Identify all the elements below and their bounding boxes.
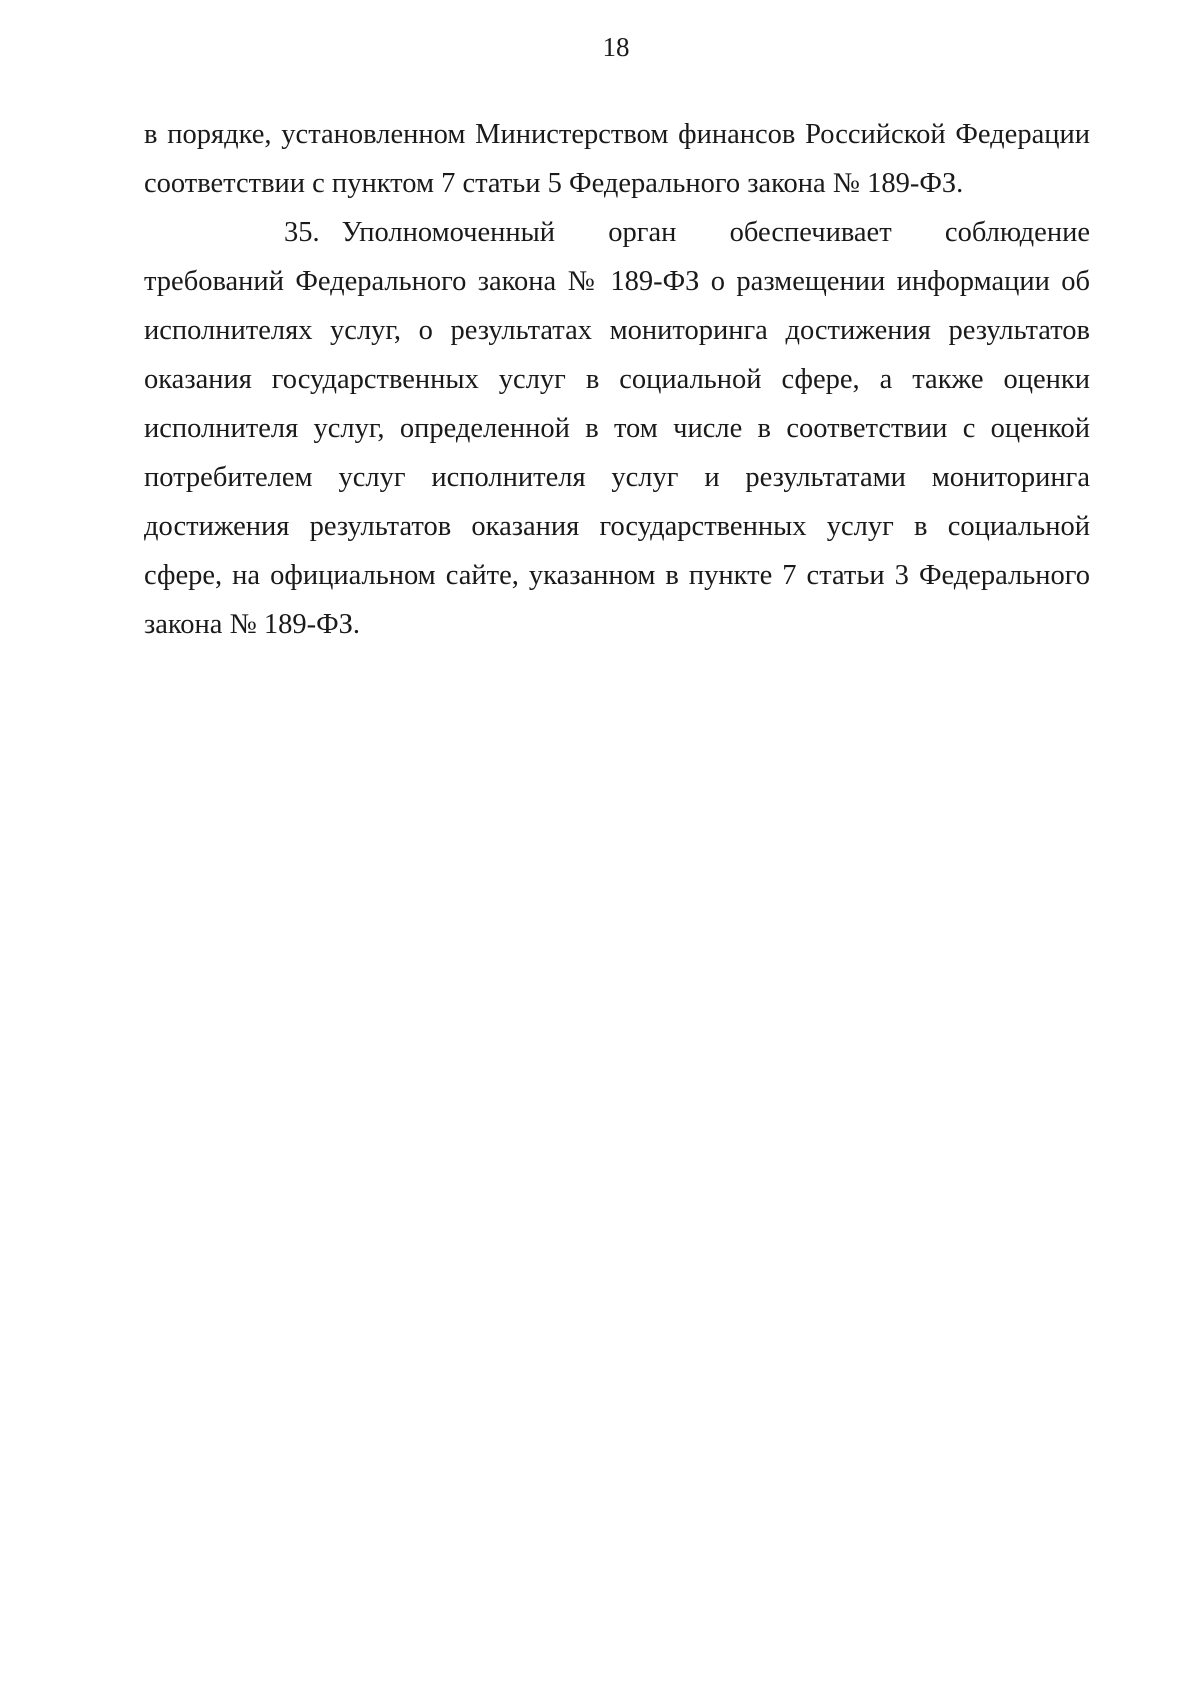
- paragraph-text: в порядке, установленном Министерством финансов Российской Федерации соответствии с пунктом 7 статьи 5 Федерального закона № 189-ФЗ.: [144, 119, 1090, 199]
- document-body: [144, 110, 1090, 649]
- paragraph-continuation: [144, 110, 1090, 208]
- paragraph-text: Уполномоченный орган обеспечивает соблюдение требований Федерального закона № 189-ФЗ о размещении информации об исполнителях услуг, о результатах мониторинга достижения результатов оказания государственных услуг в социальной сфере, а также оценки исполнителя услуг, определенной в том числе в соответствии с оценкой потребителем услуг исполнителя услуг и результатами мониторинга достижения результатов оказания государственных услуг в социальной сфере, на официальном сайте, указанном в пункте 7 статьи 3 Федерального закона № 189-ФЗ.: [144, 217, 1090, 640]
- paragraph-item-35: [144, 208, 1090, 649]
- page-number: 18: [602, 32, 630, 62]
- paragraph-number: 35.: [284, 217, 320, 248]
